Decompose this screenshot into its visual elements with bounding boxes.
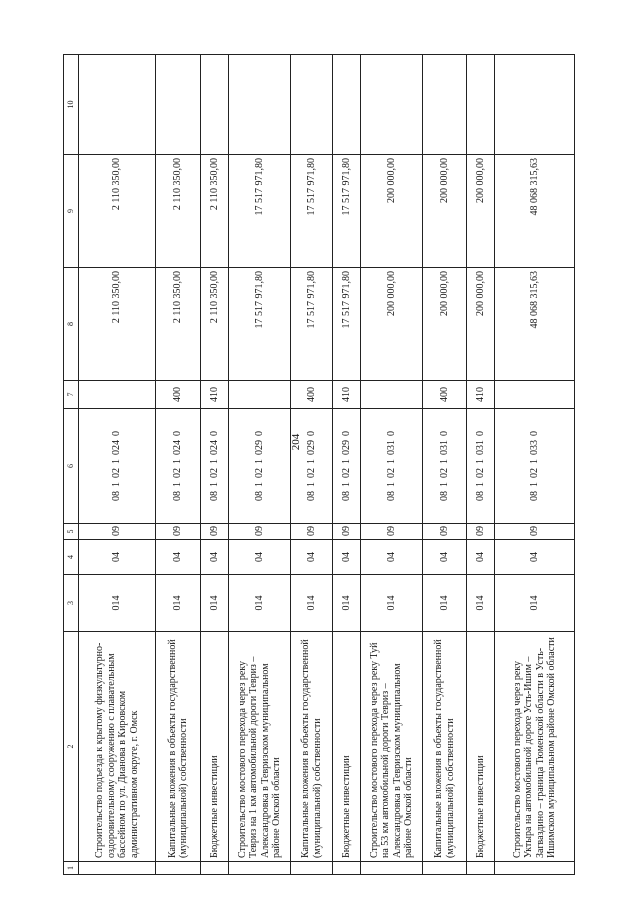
code-cell: 014 <box>229 575 291 632</box>
cs-part: 08 <box>438 491 450 501</box>
subsection-cell: 09 <box>495 524 575 540</box>
amount-cell: 17 517 971,80 <box>291 155 333 268</box>
header-cell: 10 <box>64 55 79 155</box>
table-container <box>63 55 633 875</box>
cs-part: 02 <box>305 468 317 478</box>
cs-part: 0 <box>528 431 540 436</box>
item-name: Строительство мостового перехода через реку Уктыра на автомобильной дороге Усть-Ишим – Загваздино – граница Тюменской области в Усть-Ишимском муниципальном районе Омской области <box>495 632 575 862</box>
subsection-cell: 09 <box>229 524 291 540</box>
section-cell: 04 <box>291 540 333 575</box>
cs-part: 02 <box>528 468 540 478</box>
cs-part: 031 <box>438 440 450 455</box>
code-cell: 014 <box>495 575 575 632</box>
amount-cell: 2 110 350,00 <box>156 155 201 268</box>
expense-type-cell <box>495 381 575 409</box>
cs-part: 1 <box>172 482 184 487</box>
amount-cell <box>156 55 201 155</box>
expense-type-cell: 410 <box>467 381 495 409</box>
header-cell: 7 <box>64 381 79 409</box>
target-article-cell <box>79 409 156 524</box>
amount-cell: 2 110 350,00 <box>201 268 229 381</box>
row-number-cell <box>229 862 291 875</box>
expense-type-cell: 410 <box>201 381 229 409</box>
cs-part: 1 <box>385 482 397 487</box>
target-article-cell <box>229 409 291 524</box>
row-number-cell <box>291 862 333 875</box>
cs-part: 08 <box>385 491 397 501</box>
subsection-cell: 09 <box>467 524 495 540</box>
target-article-cell <box>156 409 201 524</box>
cs-part: 0 <box>111 431 123 436</box>
subsection-cell: 09 <box>423 524 467 540</box>
cs-part: 08 <box>208 491 220 501</box>
cs-part: 02 <box>208 468 220 478</box>
target-article-cell <box>467 409 495 524</box>
row-number-cell <box>79 862 156 875</box>
header-cell: 3 <box>64 575 79 632</box>
row-number-cell <box>201 862 229 875</box>
amount-cell: 17 517 971,80 <box>291 268 333 381</box>
target-article-cell <box>495 409 575 524</box>
amount-cell: 2 110 350,00 <box>79 268 156 381</box>
item-name: Строительство подъезда к крытому физкультурно-оздоровительному сооружению с плавательным бассейном по ул. Дианова в Кировском административном округе, г. Омск <box>79 632 156 862</box>
cs-part: 033 <box>528 440 540 455</box>
cs-part: 1 <box>111 482 123 487</box>
table-row <box>423 55 467 875</box>
amount-cell: 200 000,00 <box>423 155 467 268</box>
item-name: Бюджетные инвестиции <box>201 632 229 862</box>
table-row <box>79 55 156 875</box>
cs-part: 031 <box>385 440 397 455</box>
cs-part: 08 <box>528 491 540 501</box>
cs-part: 02 <box>172 468 184 478</box>
cs-part: 1 <box>340 482 352 487</box>
expense-type-cell <box>229 381 291 409</box>
code-cell: 014 <box>156 575 201 632</box>
cs-part: 0 <box>474 431 486 436</box>
subsection-cell: 09 <box>333 524 361 540</box>
amount-cell <box>201 55 229 155</box>
header-cell: 9 <box>64 155 79 268</box>
row-number-cell <box>495 862 575 875</box>
amount-cell: 200 000,00 <box>361 268 423 381</box>
cs-part: 08 <box>172 491 184 501</box>
amount-cell: 48 068 315,63 <box>495 268 575 381</box>
section-cell: 04 <box>361 540 423 575</box>
cs-part: 1 <box>208 482 220 487</box>
section-cell: 04 <box>156 540 201 575</box>
item-name: Строительство мостового перехода через реку Тевриз на 1 км автомобильной дороги Тевриз – Александровка в Тевризском муниципальном районе Омской области <box>229 632 291 862</box>
cs-part: 1 <box>474 482 486 487</box>
cs-part: 1 <box>305 482 317 487</box>
cs-part: 0 <box>208 431 220 436</box>
table-row <box>291 55 333 875</box>
header-cell: 6 <box>64 409 79 524</box>
amount-cell: 200 000,00 <box>423 268 467 381</box>
section-cell: 04 <box>495 540 575 575</box>
code-cell: 014 <box>291 575 333 632</box>
expense-type-cell: 400 <box>156 381 201 409</box>
subsection-cell: 09 <box>79 524 156 540</box>
page-number: 204 <box>290 433 302 451</box>
amount-cell <box>229 55 291 155</box>
code-cell: 014 <box>333 575 361 632</box>
header-row <box>64 55 79 875</box>
table-row <box>361 55 423 875</box>
cs-part: 02 <box>111 468 123 478</box>
code-cell: 014 <box>201 575 229 632</box>
item-name: Строительство мостового перехода через реку Туй на 53 км автомобильной дороги Тевриз – Александровка в Тевризском муниципальном районе Омской области <box>361 632 423 862</box>
cs-part: 02 <box>340 468 352 478</box>
subsection-cell: 09 <box>361 524 423 540</box>
cs-part: 02 <box>253 468 265 478</box>
code-cell: 014 <box>79 575 156 632</box>
amount-cell <box>333 55 361 155</box>
row-number-cell <box>361 862 423 875</box>
cs-part: 1 <box>340 459 352 464</box>
code-cell: 014 <box>423 575 467 632</box>
cs-part: 1 <box>528 482 540 487</box>
amount-cell: 200 000,00 <box>467 268 495 381</box>
cs-part: 08 <box>305 491 317 501</box>
amount-cell <box>291 55 333 155</box>
amount-cell <box>423 55 467 155</box>
amount-cell: 17 517 971,80 <box>229 268 291 381</box>
expense-type-cell: 400 <box>291 381 333 409</box>
row-number-cell <box>423 862 467 875</box>
table-row <box>495 55 575 875</box>
row-number-cell <box>156 862 201 875</box>
amount-cell: 200 000,00 <box>361 155 423 268</box>
section-cell: 04 <box>201 540 229 575</box>
code-cell: 014 <box>361 575 423 632</box>
target-article-cell <box>201 409 229 524</box>
subsection-cell: 09 <box>156 524 201 540</box>
cs-part: 029 <box>340 440 352 455</box>
expense-type-cell <box>361 381 423 409</box>
header-cell: 5 <box>64 524 79 540</box>
table-row <box>333 55 361 875</box>
table-row <box>156 55 201 875</box>
section-cell: 04 <box>79 540 156 575</box>
cs-part: 1 <box>474 459 486 464</box>
cs-part: 08 <box>253 491 265 501</box>
amount-cell: 17 517 971,80 <box>333 268 361 381</box>
cs-part: 1 <box>172 459 184 464</box>
section-cell: 04 <box>423 540 467 575</box>
cs-part: 031 <box>474 440 486 455</box>
section-cell: 04 <box>333 540 361 575</box>
cs-part: 02 <box>438 468 450 478</box>
cs-part: 0 <box>305 431 317 436</box>
cs-part: 1 <box>305 459 317 464</box>
expense-type-cell: 400 <box>423 381 467 409</box>
cs-part: 08 <box>340 491 352 501</box>
target-article-cell <box>291 409 333 524</box>
amount-cell <box>361 55 423 155</box>
cs-part: 0 <box>172 431 184 436</box>
cs-part: 024 <box>208 440 220 455</box>
cs-part: 024 <box>111 440 123 455</box>
amount-cell <box>495 55 575 155</box>
subsection-cell: 09 <box>201 524 229 540</box>
amount-cell: 2 110 350,00 <box>156 268 201 381</box>
cs-part: 0 <box>253 431 265 436</box>
target-article-cell <box>333 409 361 524</box>
cs-part: 1 <box>253 459 265 464</box>
cs-part: 08 <box>111 491 123 501</box>
amount-cell: 200 000,00 <box>467 155 495 268</box>
amount-cell: 48 068 315,63 <box>495 155 575 268</box>
amount-cell: 17 517 971,80 <box>229 155 291 268</box>
table-row <box>201 55 229 875</box>
target-article-cell <box>361 409 423 524</box>
item-name: Капитальные вложения в объекты государственной (муниципальной) собственности <box>156 632 201 862</box>
item-name: Бюджетные инвестиции <box>467 632 495 862</box>
cs-part: 029 <box>305 440 317 455</box>
cs-part: 0 <box>385 431 397 436</box>
header-cell: 1 <box>64 862 79 875</box>
cs-part: 1 <box>385 459 397 464</box>
item-name: Капитальные вложения в объекты государственной (муниципальной) собственности <box>291 632 333 862</box>
amount-cell: 17 517 971,80 <box>333 155 361 268</box>
subsection-cell: 09 <box>291 524 333 540</box>
cs-part: 08 <box>474 491 486 501</box>
amount-cell: 2 110 350,00 <box>201 155 229 268</box>
item-name: Бюджетные инвестиции <box>333 632 361 862</box>
amount-cell <box>79 55 156 155</box>
header-cell: 2 <box>64 632 79 862</box>
item-name: Капитальные вложения в объекты государственной (муниципальной) собственности <box>423 632 467 862</box>
header-cell: 4 <box>64 540 79 575</box>
table-row <box>467 55 495 875</box>
cs-part: 1 <box>438 482 450 487</box>
row-number-cell <box>333 862 361 875</box>
cs-part: 024 <box>172 440 184 455</box>
cs-part: 1 <box>253 482 265 487</box>
code-cell: 014 <box>467 575 495 632</box>
row-number-cell <box>467 862 495 875</box>
section-cell: 04 <box>229 540 291 575</box>
budget-table <box>63 54 575 875</box>
cs-part: 1 <box>438 459 450 464</box>
amount-cell: 2 110 350,00 <box>79 155 156 268</box>
cs-part: 1 <box>208 459 220 464</box>
section-cell: 04 <box>467 540 495 575</box>
expense-type-cell <box>79 381 156 409</box>
cs-part: 0 <box>340 431 352 436</box>
cs-part: 029 <box>253 440 265 455</box>
cs-part: 02 <box>474 468 486 478</box>
cs-part: 1 <box>528 459 540 464</box>
table-row <box>229 55 291 875</box>
cs-part: 0 <box>438 431 450 436</box>
target-article-cell <box>423 409 467 524</box>
header-cell: 8 <box>64 268 79 381</box>
cs-part: 02 <box>385 468 397 478</box>
amount-cell <box>467 55 495 155</box>
cs-part: 1 <box>111 459 123 464</box>
expense-type-cell: 410 <box>333 381 361 409</box>
